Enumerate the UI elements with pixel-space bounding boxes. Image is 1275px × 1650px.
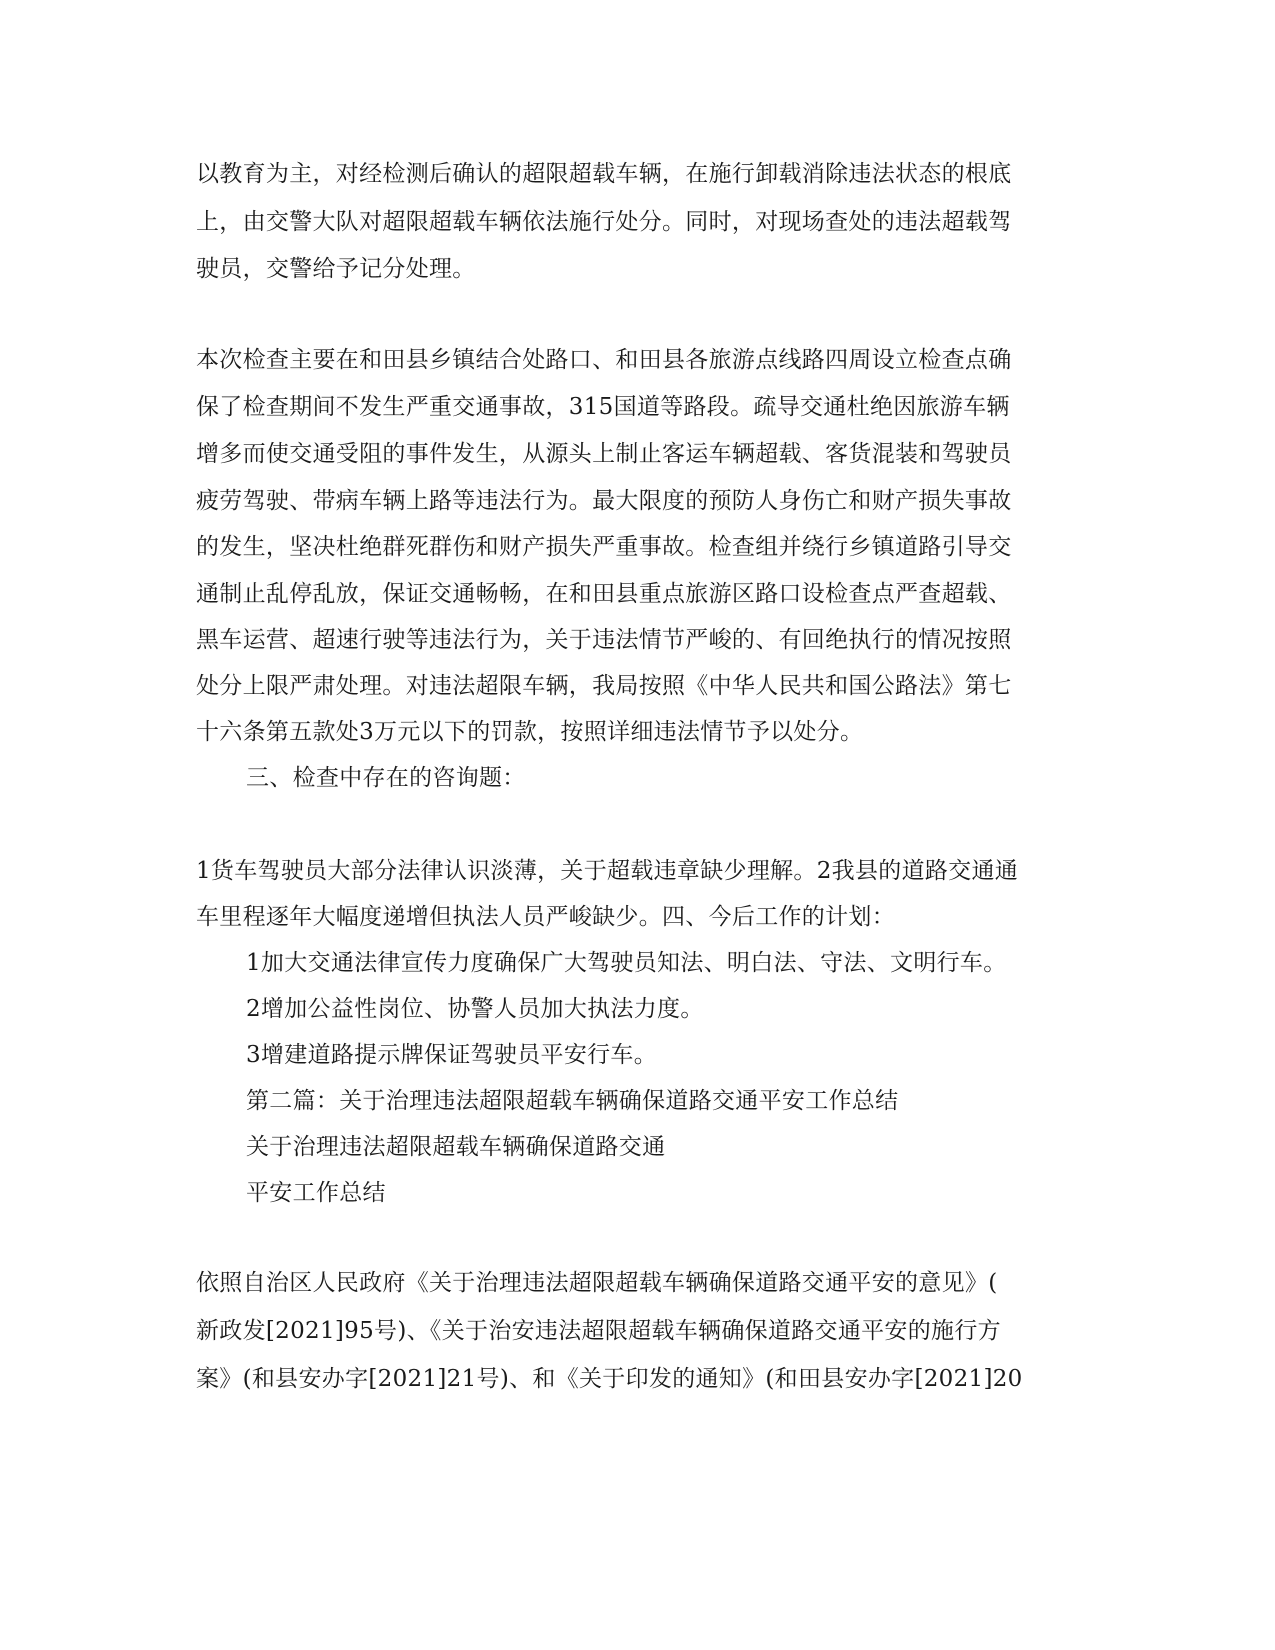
document-title: 关于治理违法超限超载车辆确保道路交通 xyxy=(246,1134,666,1160)
list-item: 3增建道路提示牌保证驾驶员平安行车。 xyxy=(246,1042,658,1068)
paragraph-line: 驶员，交警给予记分处理。 xyxy=(196,256,476,282)
paragraph-line: 案》(和县安办字[2021]21号)、和《关于印发的通知》(和田县安办字[2021]20 xyxy=(196,1366,1023,1392)
paragraph-line: 1货车驾驶员大部分法律认识淡薄，关于超载违章缺少理解。2我县的道路交通通 xyxy=(196,858,1019,884)
paragraph-line: 疲劳驾驶、带病车辆上路等违法行为。最大限度的预防人身伤亡和财产损失事故 xyxy=(196,488,1012,514)
paragraph-line: 上，由交警大队对超限超载车辆依法施行处分。同时，对现场查处的违法超载驾 xyxy=(196,209,1012,235)
paragraph-line: 处分上限严肃处理。对违法超限车辆，我局按照《中华人民共和国公路法》第七 xyxy=(196,673,1012,699)
paragraph-line: 本次检查主要在和田县乡镇结合处路口、和田县各旅游点线路四周设立检查点确 xyxy=(196,347,1012,373)
paragraph-line: 十六条第五款处3万元以下的罚款，按照详细违法情节予以处分。 xyxy=(196,719,864,745)
paragraph-line: 车里程逐年大幅度递增但执法人员严峻缺少。四、今后工作的计划： xyxy=(196,904,895,930)
paragraph-line: 通制止乱停乱放，保证交通畅畅，在和田县重点旅游区路口设检查点严查超载、 xyxy=(196,581,1012,607)
paragraph-line: 增多而使交通受阻的事件发生，从源头上制止客运车辆超载、客货混装和驾驶员 xyxy=(196,441,1012,467)
list-item: 1加大交通法律宣传力度确保广大驾驶员知法、明白法、守法、文明行车。 xyxy=(246,950,1007,976)
section-heading: 三、检查中存在的咨询题： xyxy=(246,765,526,791)
paragraph-line: 保了检查期间不发生严重交通事故，315国道等路段。疏导交通杜绝因旅游车辆 xyxy=(196,394,1010,420)
chapter-heading: 第二篇：关于治理违法超限超载车辆确保道路交通平安工作总结 xyxy=(246,1088,899,1114)
paragraph-line: 以教育为主，对经检测后确认的超限超载车辆，在施行卸载消除违法状态的根底 xyxy=(196,161,1012,187)
paragraph-line: 新政发[2021]95号)、《关于治安违法超限超载车辆确保道路交通平安的施行方 xyxy=(196,1318,1001,1344)
document-title: 平安工作总结 xyxy=(246,1180,386,1206)
paragraph-line: 依照自治区人民政府《关于治理违法超限超载车辆确保道路交通平安的意见》( xyxy=(196,1270,998,1296)
paragraph-line: 的发生，坚决杜绝群死群伤和财产损失严重事故。检查组并绕行乡镇道路引导交 xyxy=(196,534,1012,560)
list-item: 2增加公益性岗位、协警人员加大执法力度。 xyxy=(246,996,704,1022)
paragraph-line: 黑车运营、超速行驶等违法行为，关于违法情节严峻的、有回绝执行的情况按照 xyxy=(196,627,1012,653)
